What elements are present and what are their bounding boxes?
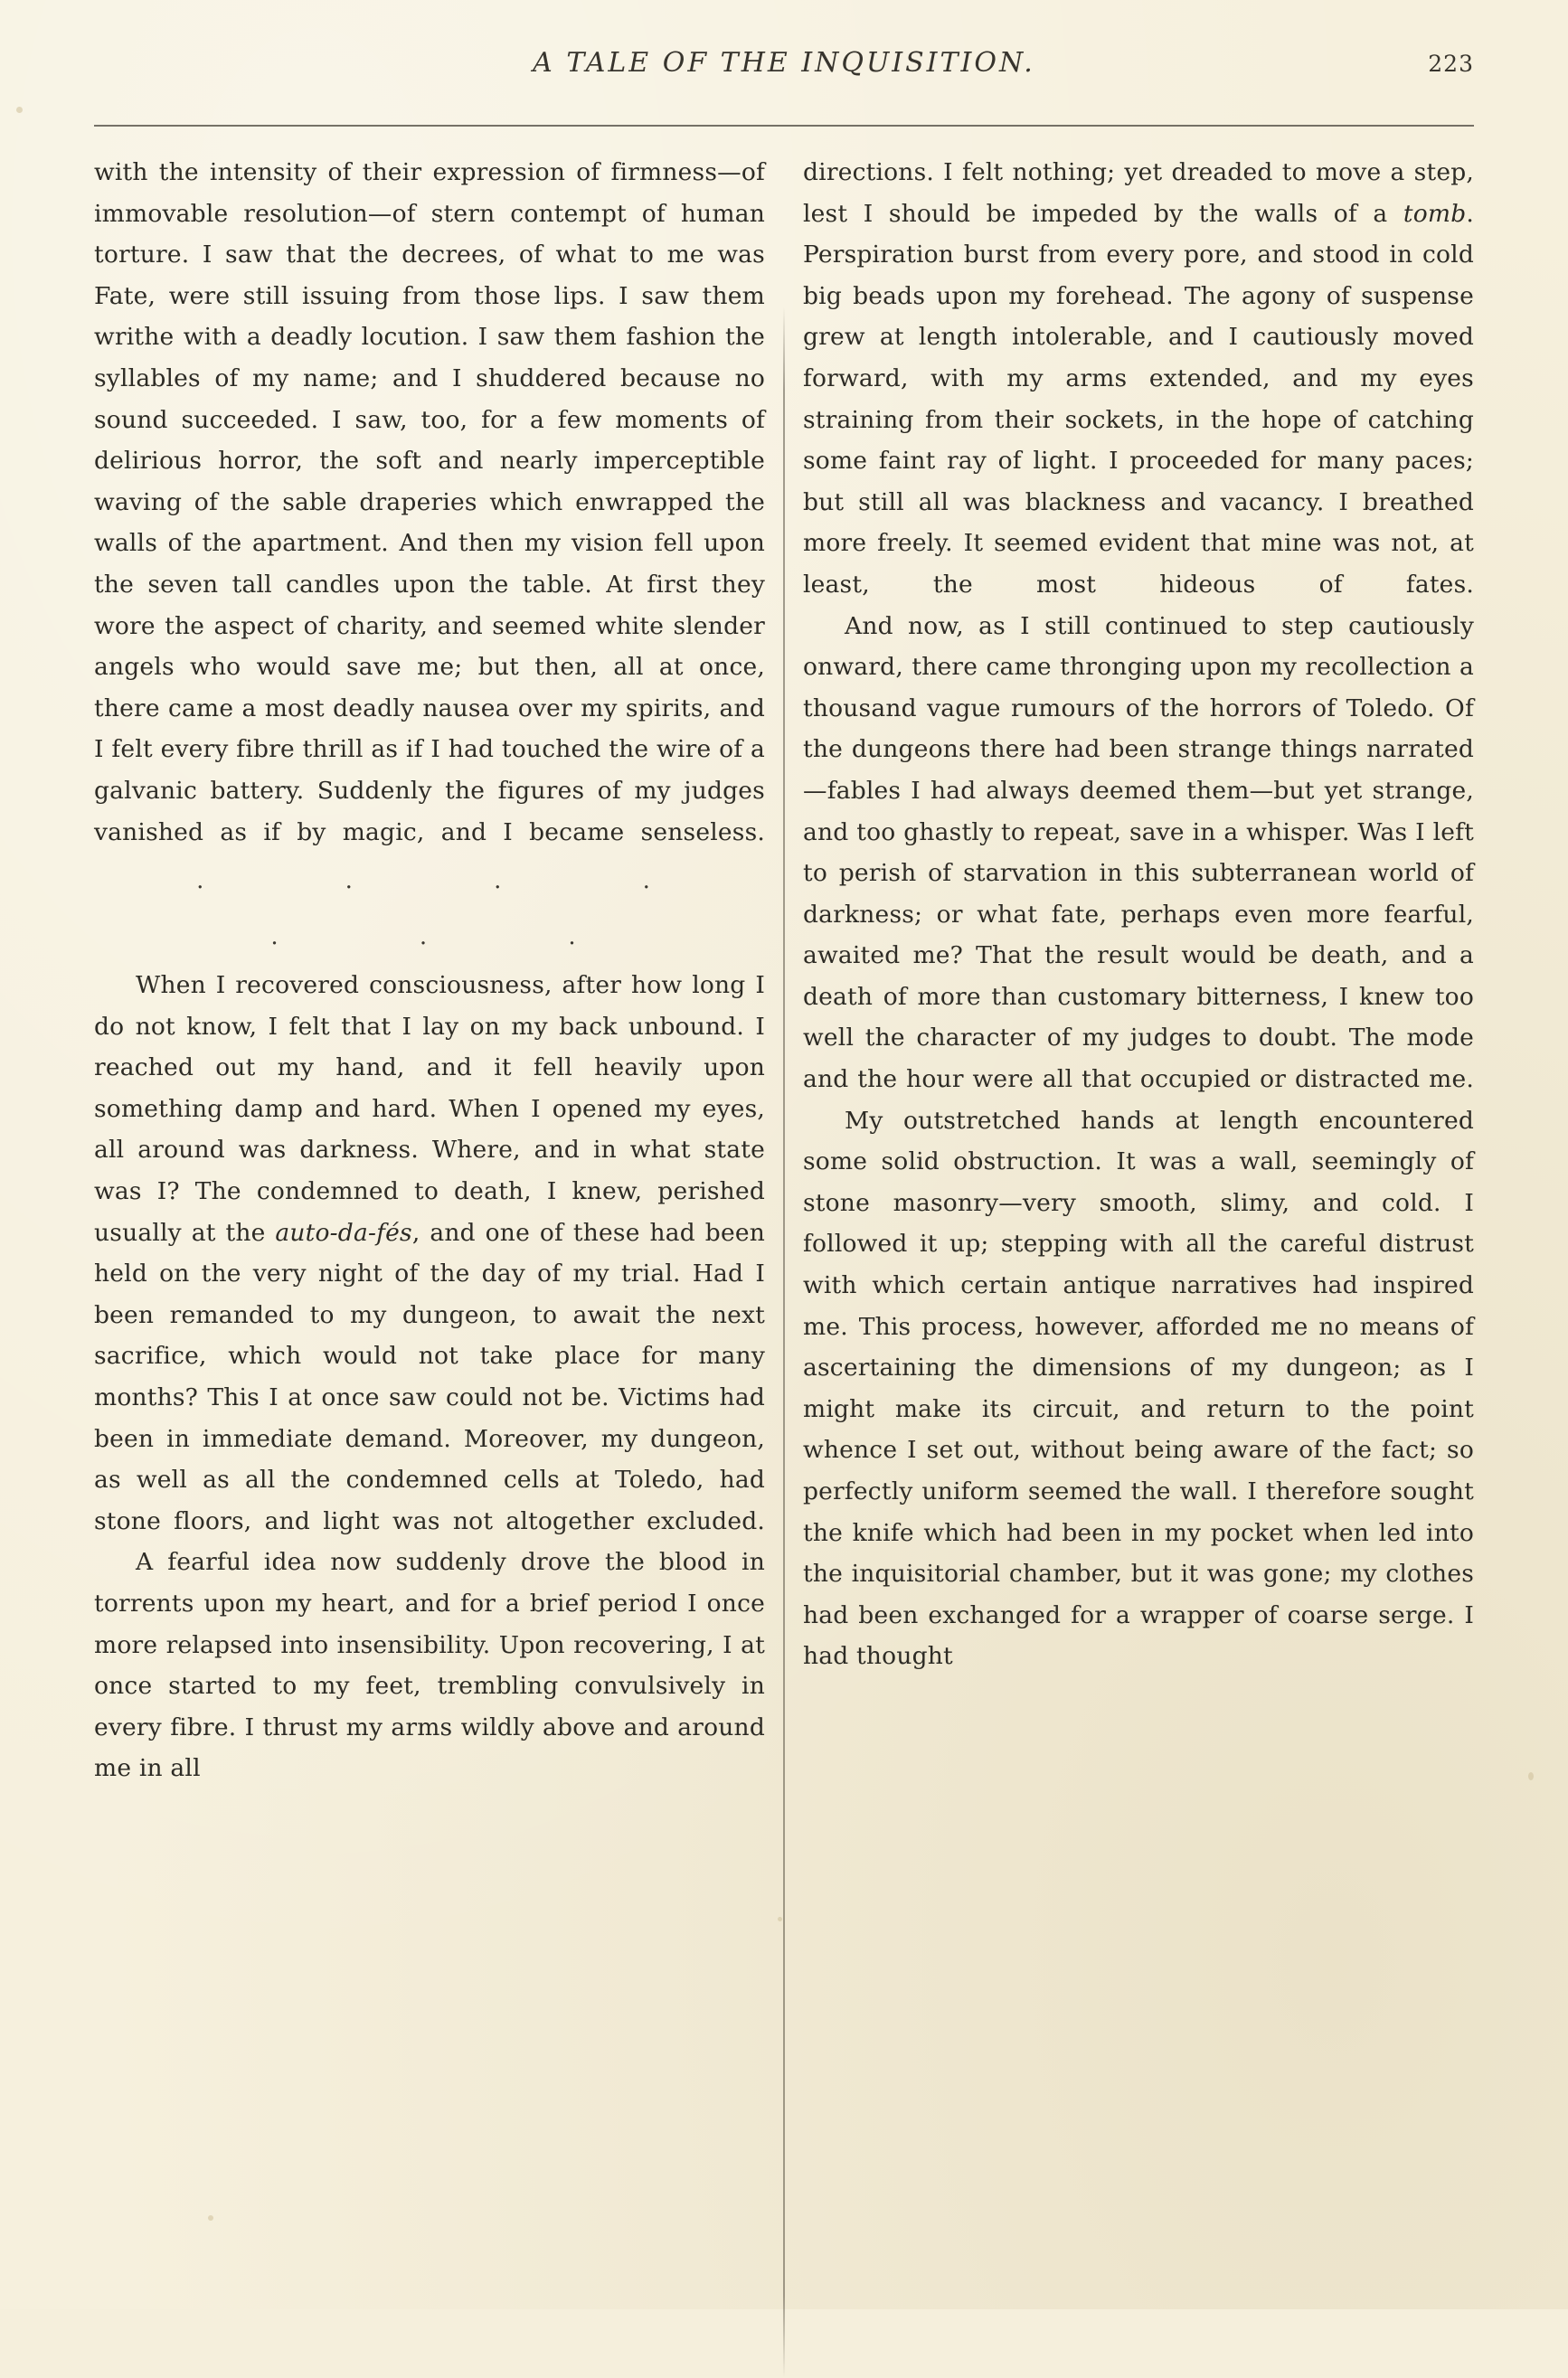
left-column bbox=[94, 152, 765, 2255]
paragraph-text-pre: When I recovered consciousness, after how long I do not know, I felt that I lay on my back unbound. I reached out my hand, and it fell heavily upon something damp and hard. When I opened my eyes, all around was darkness. Where, and in what state was I? The condemned to death, I knew, perished usually at the bbox=[94, 971, 765, 1247]
text-columns bbox=[94, 152, 1474, 2255]
italic-term: tomb bbox=[1403, 199, 1467, 228]
paper-speck bbox=[1528, 1772, 1534, 1780]
page-number: 223 bbox=[1428, 51, 1474, 77]
paragraph: with the intensity of their expression of firmness—of immovable resolution—of stern contempt of human torture. I saw that the decrees, of what to me was Fate, were still issuing from those lips. I saw them writhe with a deadly locution. I saw them fashion the syllables of my name; and I shuddered because no sound succeeded. I saw, too, for a few moments of delirious horror, the soft and nearly imperceptible waving of the sable draperies which enwrapped the walls of the apartment. And then my vision fell upon the seven tall candles upon the table. At first they wore the aspect of charity, and seemed white slender angels who would save me; but then, all at once, there came a most deadly nausea over my spirits, and I felt every fibre thrill as if I had touched the wire of a galvanic battery. Suddenly the figures of my judges vanished as if by magic, and I became senseless. bbox=[94, 158, 765, 846]
paragraph-text-post: . Perspiration burst from every pore, and stood in cold big beads upon my forehead. The agony of suspense grew at length intolerable, and I cautiously moved forward, with my arms extended, and my eyes straining from their sockets, in the hope of catching some faint ray of light. I proceeded for many paces; but still all was blackness and vacancy. I breathed more freely. It seemed evident that mine was not, at least, the most hideous of fates. bbox=[803, 199, 1474, 599]
paragraph-text-post: , and one of these had been held on the very night of the day of my trial. Had I been remanded to my dungeon, to await the next sacrifice, which would not take place for many months? This I at once saw could not be. Victims had been in immediate demand. Moreover, my dungeon, as well as all the condemned cells at Toledo, had stone floors, and light was not altogether excluded. bbox=[94, 1218, 765, 1535]
paragraph: A fearful idea now suddenly drove the blood in torrents upon my heart, and for a brief period I once more relapsed into insensibility. Upon recovering, I at once started to my feet, trembling convulsively in every fibre. I thrust my arms wildly above and around me in all bbox=[94, 1548, 765, 1783]
running-head: A TALE OF THE INQUISITION. bbox=[533, 47, 1035, 79]
paragraph-text-pre: directions. I felt nothing; yet dreaded to move a step, lest I should be impeded by the walls of a bbox=[803, 158, 1474, 228]
header-rule bbox=[94, 125, 1474, 127]
right-column bbox=[803, 152, 1474, 2255]
paragraph: My outstretched hands at length encountered some solid obstruction. It was a wall, seemingly of stone masonry—very smooth, slimy, and cold. I followed it up; stepping with all the careful distrust with which certain antique narratives had inspired me. This process, however, afforded me no means of ascertaining the dimensions of my dungeon; as I might make its circuit, and return to the point whence I set out, without being aware of the fact; so perfectly uniform seemed the wall. I therefore sought the knife which had been in my pocket when led into the inquisitorial chamber, but it was gone; my clothes had been exchanged for a wrapper of coarse serge. I had thought bbox=[803, 1106, 1474, 1671]
page-header bbox=[94, 47, 1474, 101]
column-divider bbox=[783, 307, 785, 2378]
paragraph: And now, as I still continued to step cautiously onward, there came thronging upon my recollection a thousand vague rumours of the horrors of Toledo. Of the dungeons there had been strange things narrated—fables I had always deemed them—but yet strange, and too ghastly to repeat, save in a whisper. Was I left to perish of starvation in this subterranean world of darkness; or what fate, perhaps even more fearful, awaited me? That the result would be death, and a death of more than customary bitterness, I knew too well the character of my judges to doubt. The mode and the hour were all that occupied or distracted me. bbox=[803, 611, 1474, 1094]
paper-speck bbox=[16, 107, 23, 113]
paragraph bbox=[803, 152, 1474, 606]
paragraph bbox=[94, 965, 765, 1542]
italic-term: auto-da-fés bbox=[275, 1218, 412, 1247]
section-break-dots: . . . . . . . bbox=[196, 867, 717, 951]
